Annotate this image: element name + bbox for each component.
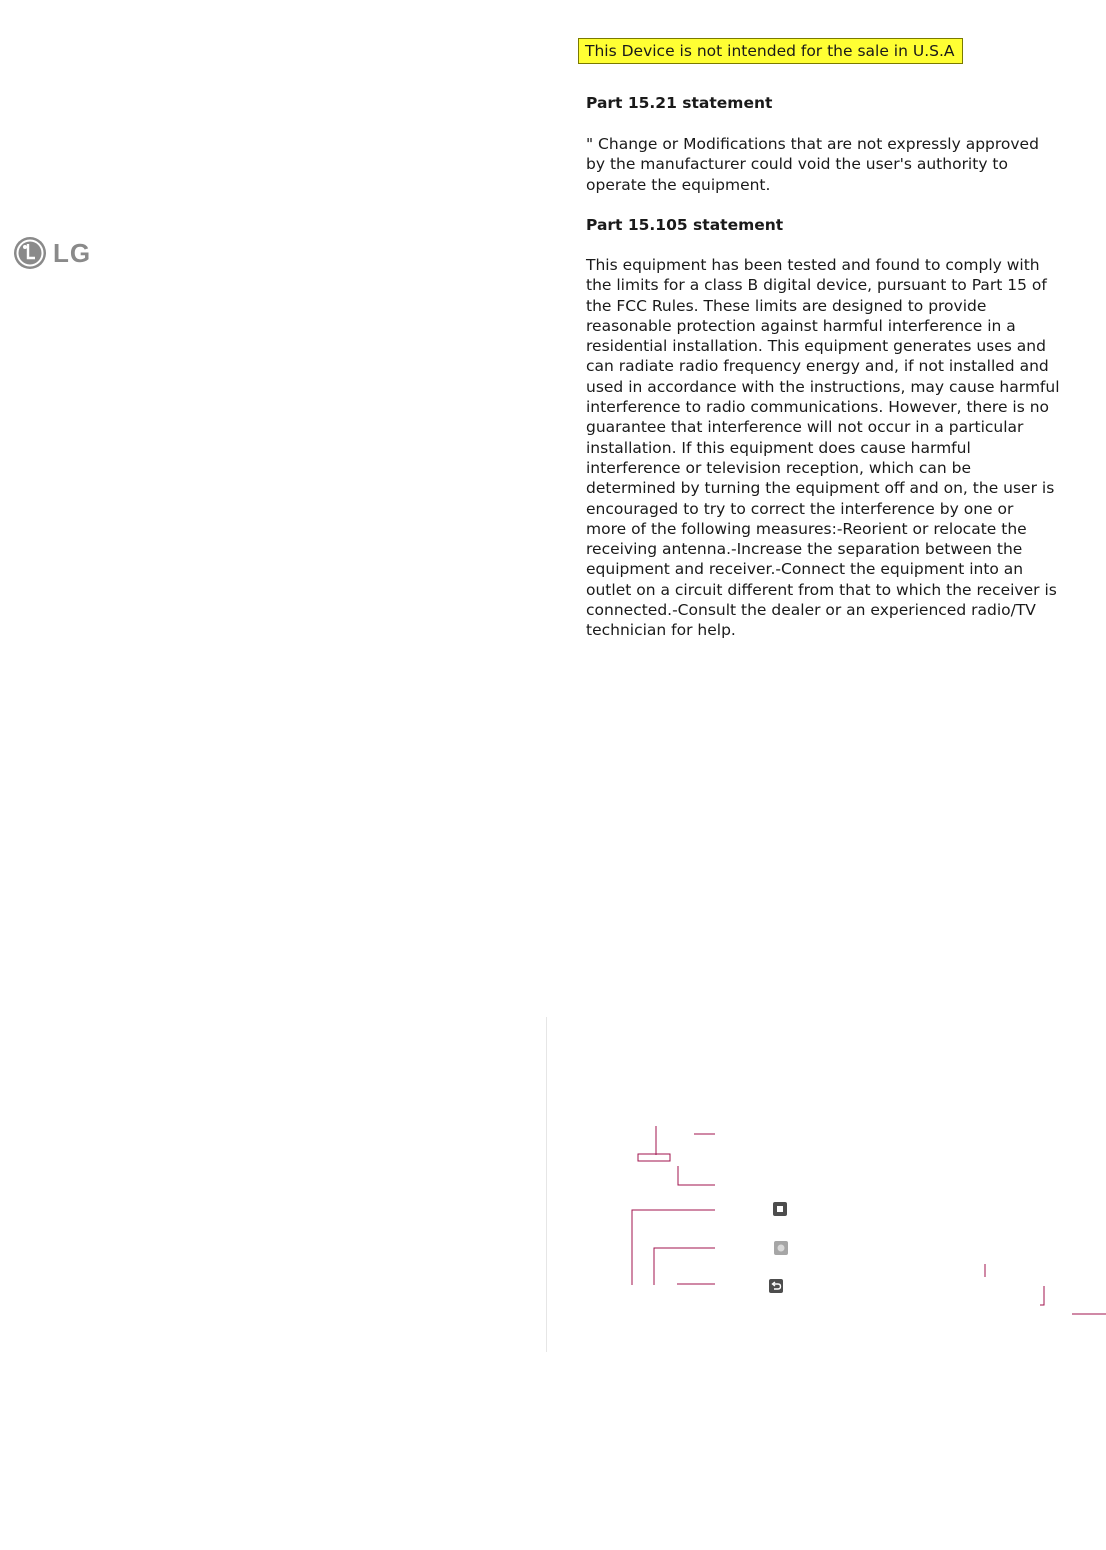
- leader-line: [654, 1248, 715, 1285]
- part-15-21-heading: Part 15.21 statement: [586, 94, 773, 112]
- leader-line: [1040, 1286, 1044, 1305]
- text-line: reasonable protection against harmful interference in a: [586, 316, 1016, 335]
- part-15-21-text: [586, 134, 1066, 195]
- text-line: more of the following measures:-Reorient or relocate the: [586, 519, 1027, 538]
- callout-diagram: [560, 1110, 1106, 1340]
- sale-notice: This Device is not intended for the sale in U.S.A: [578, 38, 963, 64]
- text-line: residential installation. This equipment generates uses and: [586, 337, 1046, 356]
- text-line: by the manufacturer could void the user's authority to: [586, 155, 1008, 174]
- text-line: equipment and receiver.-Connect the equipment into an: [586, 560, 1024, 579]
- text-line: interference or television reception, which can be: [586, 458, 972, 477]
- text-line: technician for help.: [586, 621, 736, 640]
- lg-logo: [13, 234, 97, 272]
- callout-box: [638, 1154, 670, 1161]
- back-key-icon: [769, 1279, 783, 1293]
- text-line: guarantee that interference will not occur in a particular: [586, 418, 1024, 437]
- text-line: used in accordance with the instructions, may cause harmful: [586, 377, 1060, 396]
- part-15-105-heading: Part 15.105 statement: [586, 216, 784, 234]
- text-line: determined by turning the equipment off and on, the user is: [586, 479, 1055, 498]
- lg-face-icon: [13, 236, 47, 270]
- page-divider: [546, 1017, 547, 1352]
- text-line: " Change or Modifications that are not expressly approved: [586, 135, 1039, 153]
- home-key-icon: [773, 1202, 787, 1216]
- text-line: operate the equipment.: [586, 175, 771, 194]
- text-line: the FCC Rules. These limits are designed to provide: [586, 296, 987, 315]
- leader-line: [678, 1166, 715, 1185]
- menu-key-icon: [774, 1241, 788, 1255]
- lg-wordmark: LG: [53, 237, 92, 268]
- text-line: This equipment has been tested and found to comply with: [586, 256, 1040, 274]
- text-line: the limits for a class B digital device, pursuant to Part 15 of: [586, 276, 1047, 295]
- text-line: encouraged to try to correct the interference by one or: [586, 499, 1014, 518]
- text-line: connected.-Consult the dealer or an experienced radio/TV: [586, 601, 1036, 620]
- text-line: receiving antenna.-Increase the separation between the: [586, 540, 1023, 559]
- part-15-105-text: [586, 255, 1066, 641]
- text-line: outlet on a circuit different from that to which the receiver is: [586, 580, 1057, 599]
- text-line: interference to radio communications. However, there is no: [586, 398, 1050, 417]
- text-line: can radiate radio frequency energy and, if not installed and: [586, 357, 1049, 376]
- text-line: installation. If this equipment does cause harmful: [586, 438, 971, 457]
